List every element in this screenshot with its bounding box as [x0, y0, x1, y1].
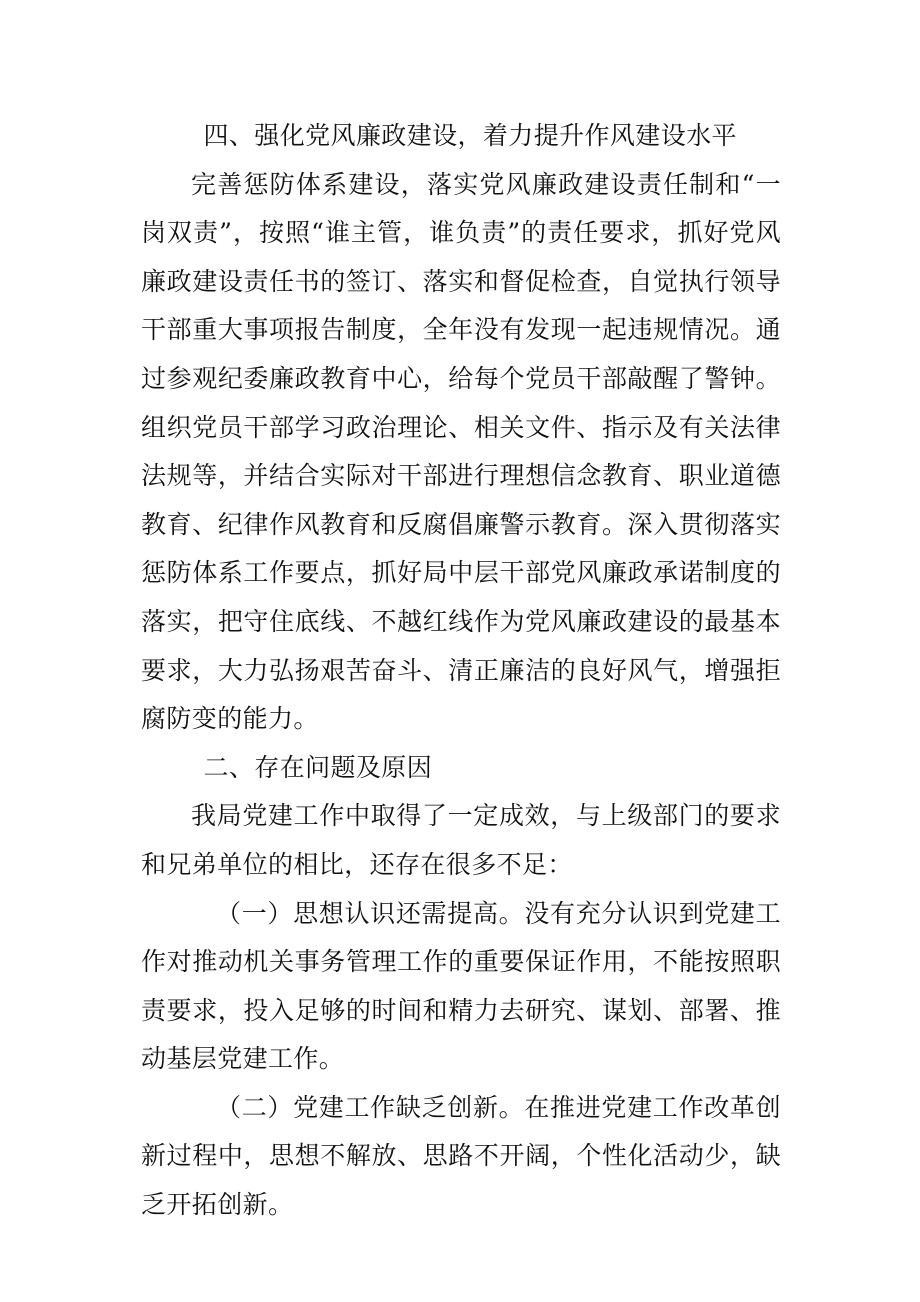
section-heading-problems-and-causes: 二、存在问题及原因 [203, 752, 433, 782]
paragraph-integrity-measures: 完善惩防体系建设，落实党风廉政建设责任制和“一岗双责”，按照“谁主管，谁负责”的责任要求，抓好党风廉政建设责任书的签订、落实和督促检查，自觉执行领导干部重大事项报告制度，全年没有发现一起违规情况。通过参观纪委廉政教育中心，给每个党员干部敲醒了警钟。组织党员干部学习政治理论、相关文件、指示及有关法律法规等，并结合实际对干部进行理想信念教育、职业道德教育、纪律作风教育和反腐倡廉警示教育。深入贯彻落实惩防体系工作要点，抓好局中层干部党风廉政承诺制度的落实，把守住底线、不越红线作为党风廉政建设的最基本要求，大力弘扬艰苦奋斗、清正廉洁的良好风气，增强拒腐防变的能力。 [141, 169, 781, 734]
document-body [141, 112, 781, 1230]
paragraph-problem-item-2: （二）党建工作缺乏创新。在推进党建工作改革创新过程中，思想不解放、思路不开阔，个性化活动少，缺乏开拓创新。 [141, 1092, 781, 1220]
paragraph-problems-intro: 我局党建工作中取得了一定成效，与上级部门的要求和兄弟单位的相比，还存在很多不足： [141, 801, 781, 879]
paragraph-problem-item-1: （一）思想认识还需提高。没有充分认识到党建工作对推动机关事务管理工作的重要保证作用，不能按照职责要求，投入足够的时间和精力去研究、谋划、部署、推动基层党建工作。 [141, 898, 781, 1074]
section-heading-strengthen-integrity: 四、强化党风廉政建设，着力提升作风建设水平 [203, 121, 737, 150]
